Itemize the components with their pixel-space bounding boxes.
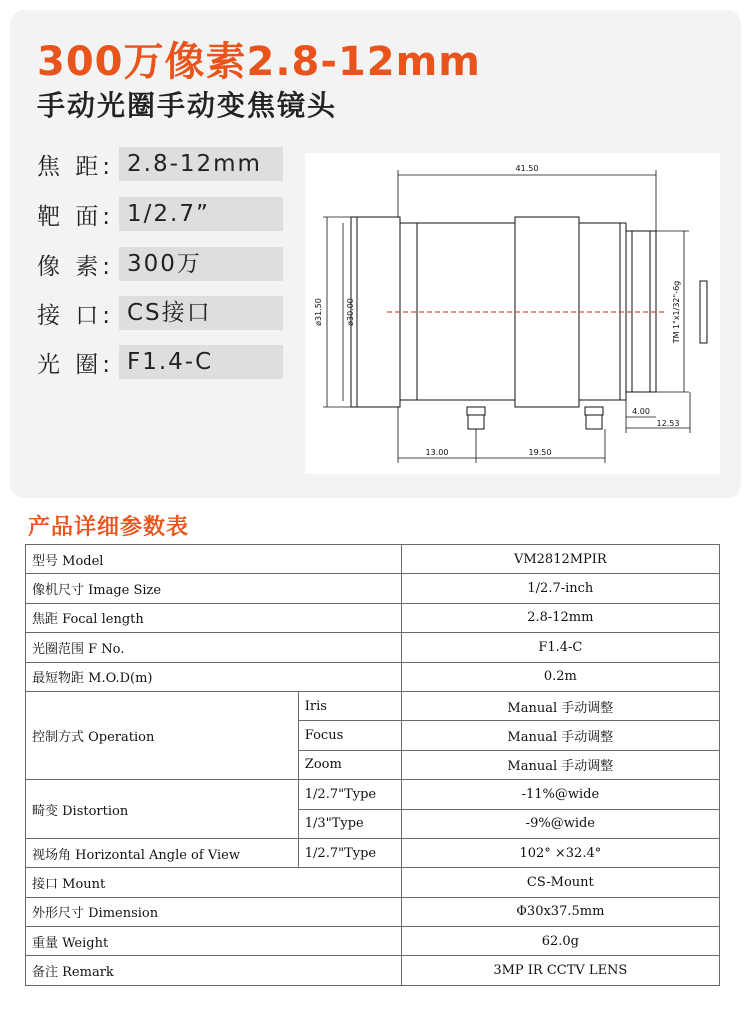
dim-back-text: 12.53 (656, 419, 680, 428)
row-label: 重量 Weight (26, 927, 402, 956)
row-label: 视场角 Horizontal Angle of View (26, 838, 299, 867)
spec-value: 2.8-12mm (119, 147, 283, 181)
spec-value: CS接口 (119, 296, 283, 330)
dim-inner-dia-text: ø30.00 (346, 298, 355, 326)
table-row (26, 691, 720, 720)
table-row (26, 868, 720, 897)
spec-label: 像 素: (37, 253, 115, 280)
spec-label: 光 圈: (37, 351, 115, 378)
dim-mid-text: 19.50 (528, 448, 552, 457)
dimension-lines (323, 170, 690, 463)
section-title: 产品详细参数表 (28, 515, 190, 540)
table-row (26, 633, 720, 662)
row-sublabel: Iris (298, 691, 401, 720)
spec-label: 靶 面: (37, 203, 115, 230)
row-label: 控制方式 Operation (26, 691, 299, 779)
row-label: 焦距 Focal length (26, 603, 402, 632)
row-value: Φ30x37.5mm (401, 897, 719, 926)
row-label: 型号 Model (26, 545, 402, 574)
product-title: 300万像素2.8-12mm (37, 39, 481, 85)
spec-row-iris (37, 345, 214, 379)
spec-row-sensor (37, 197, 210, 231)
row-value: 102° ×32.4° (401, 838, 719, 867)
spec-row-pixels (37, 247, 202, 281)
lens-dimension-drawing (305, 153, 720, 474)
table-row (26, 603, 720, 632)
lens-drawing-svg (305, 153, 720, 474)
row-value: 1/2.7-inch (401, 574, 719, 603)
row-label: 接口 Mount (26, 868, 402, 897)
row-sublabel: Zoom (298, 750, 401, 779)
spec-label: 接 口: (37, 302, 115, 329)
table-row (26, 574, 720, 603)
product-subtitle: 手动光圈手动变焦镜头 (37, 89, 338, 122)
row-value: Manual 手动调整 (401, 721, 719, 750)
table-row (26, 927, 720, 956)
row-value: -11%@wide (401, 780, 719, 809)
row-label: 备注 Remark (26, 956, 402, 985)
dim-mount-text: 4.00 (632, 407, 650, 416)
lens-body-outline (351, 217, 707, 429)
spec-value: 300万 (119, 247, 283, 281)
row-label: 畸变 Distortion (26, 780, 299, 839)
dim-front-text: 13.00 (425, 448, 449, 457)
row-label: 像机尺寸 Image Size (26, 574, 402, 603)
table-row (26, 545, 720, 574)
spec-row-focal (37, 147, 262, 181)
row-value: F1.4-C (401, 633, 719, 662)
row-label: 外形尺寸 Dimension (26, 897, 402, 926)
row-value: 3MP IR CCTV LENS (401, 956, 719, 985)
row-value: Manual 手动调整 (401, 691, 719, 720)
row-value: 0.2m (401, 662, 719, 691)
table-row (26, 897, 720, 926)
row-label: 最短物距 M.O.D(m) (26, 662, 402, 691)
table-row (26, 956, 720, 985)
row-value: -9%@wide (401, 809, 719, 838)
dim-thread-text: TM 1"x1/32"-6g (672, 280, 681, 344)
row-sublabel: 1/2.7"Type (298, 838, 401, 867)
row-value: VM2812MPIR (401, 545, 719, 574)
row-sublabel: 1/3"Type (298, 809, 401, 838)
dim-outer-dia-text: ø31.50 (314, 298, 323, 326)
row-sublabel: Focus (298, 721, 401, 750)
table-row (26, 838, 720, 867)
row-value: 2.8-12mm (401, 603, 719, 632)
spec-label: 焦 距: (37, 153, 115, 180)
spec-value: F1.4-C (119, 345, 283, 379)
parameter-table (25, 544, 720, 986)
row-sublabel: 1/2.7"Type (298, 780, 401, 809)
table-row (26, 662, 720, 691)
table-row (26, 780, 720, 809)
row-value: 62.0g (401, 927, 719, 956)
row-value: Manual 手动调整 (401, 750, 719, 779)
dim-total-text: 41.50 (515, 164, 539, 173)
spec-value: 1/2.7” (119, 197, 283, 231)
spec-row-mount (37, 296, 212, 330)
row-label: 光圈范围 F No. (26, 633, 402, 662)
row-value: CS-Mount (401, 868, 719, 897)
